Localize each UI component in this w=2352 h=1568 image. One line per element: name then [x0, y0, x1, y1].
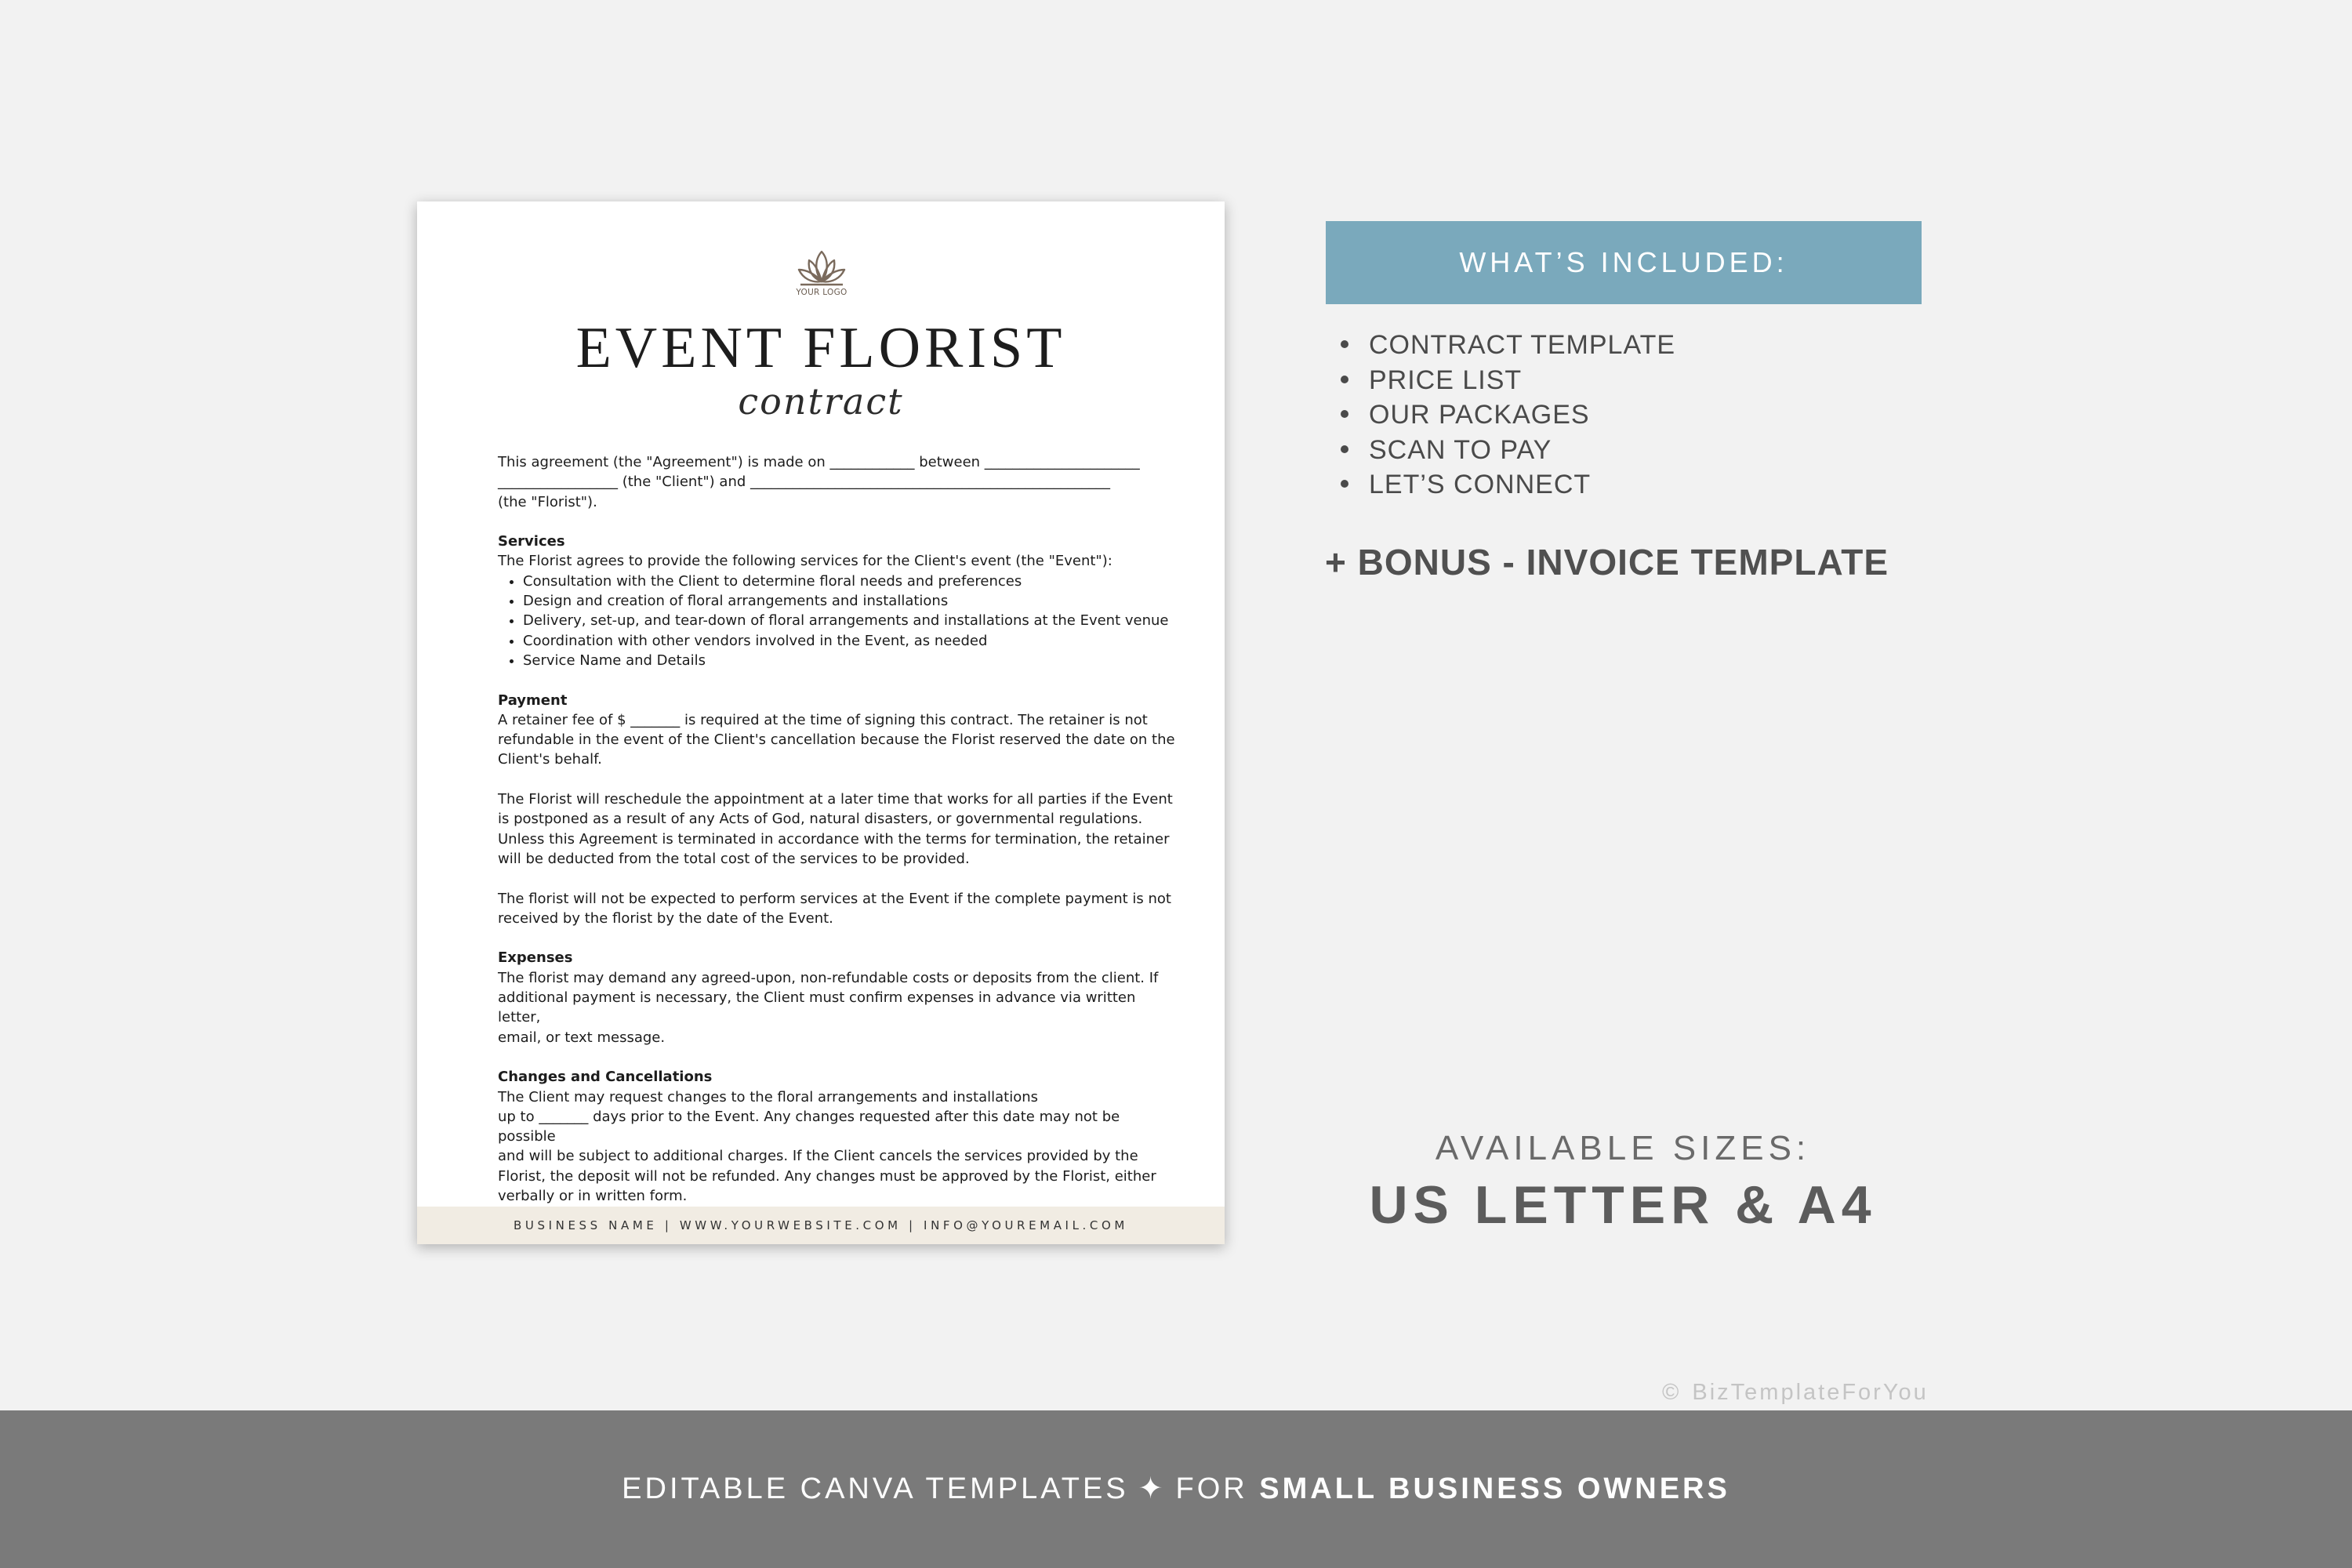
payment-line: is postponed as a result of any Acts of God, natural disasters, or governmental regulations. [498, 811, 1143, 828]
payment-line: refundable in the event of the Client's cancellation because the Florist reserved the date on the [498, 731, 1175, 749]
list-item: • Delivery, set-up, and tear-down of floral arrangements and installations at the Event venue [523, 611, 1180, 630]
bonus-label: + BONUS - INVOICE TEMPLATE [1325, 542, 1889, 583]
changes-line: up to _______ days prior to the Event. Any changes requested after this date may not be possible [498, 1108, 1120, 1145]
bullet-icon [1341, 410, 1348, 418]
list-item [1341, 467, 1675, 503]
section-heading-changes: Changes and Cancellations [498, 1069, 713, 1086]
list-item [1341, 328, 1675, 363]
banner-text-part: FOR [1175, 1472, 1248, 1505]
intro-line: (the "Florist"). [498, 493, 597, 510]
logo [794, 247, 849, 297]
list-item [1341, 397, 1675, 433]
payment-line: A retainer fee of $ _______ is required at the time of signing this contract. The retainer is not [498, 711, 1148, 728]
bullet-icon [1341, 340, 1348, 348]
section-heading-payment: Payment [498, 691, 568, 709]
payment-line: The Florist will reschedule the appointment at a later time that works for all parties if the Event [498, 791, 1173, 808]
logo-text: YOUR LOGO [796, 288, 848, 297]
changes-line: verbally or in written form. [498, 1187, 688, 1204]
expenses-line: The florist may demand any agreed-upon, non-refundable costs or deposits from the client. If [498, 969, 1159, 986]
banner-text-emphasis: SMALL BUSINESS OWNERS [1259, 1472, 1730, 1505]
list-item [1341, 363, 1675, 398]
payment-line: Client's behalf. [498, 751, 602, 768]
changes-line: The Client may request changes to the floral arrangements and installations [498, 1088, 1038, 1105]
bullet-icon [1341, 480, 1348, 488]
bullet-icon [1341, 445, 1348, 453]
banner-text-part: EDITABLE CANVA TEMPLATES [622, 1472, 1129, 1505]
expenses-line: email, or text message. [498, 1029, 666, 1046]
section-heading-expenses: Expenses [498, 949, 573, 967]
list-item: • Consultation with the Client to determine floral needs and preferences [523, 572, 1180, 591]
contract-document-preview [417, 201, 1225, 1244]
payment-line: received by the florist by the date of the Event. [498, 909, 833, 927]
included-item-label: PRICE LIST [1369, 365, 1523, 395]
available-sizes-label: AVAILABLE SIZES: [1435, 1129, 1811, 1167]
payment-line: The florist will not be expected to perform services at the Event if the complete payment is not [498, 890, 1171, 907]
document-title: EVENT FLORIST [575, 316, 1066, 380]
bullet-icon [1341, 376, 1348, 383]
section-heading-services: Services [498, 533, 565, 550]
included-item-label: SCAN TO PAY [1369, 434, 1552, 465]
intro-line: _________________ (the "Client") and ___________________________________________________ [498, 474, 1111, 491]
watermark-text: BizTemplateForYou [1692, 1380, 1929, 1405]
available-sizes-value: US LETTER & A4 [1369, 1175, 1877, 1235]
intro-line: This agreement (the "Agreement") is made on ____________ between ______________________ [498, 454, 1140, 470]
list-item [1341, 433, 1675, 468]
changes-line: Florist, the deposit will not be refunded. Any changes must be approved by the Florist, either [498, 1167, 1156, 1185]
document-body [498, 452, 1180, 1206]
list-item: • Service Name and Details [523, 651, 1180, 670]
included-item-label: CONTRACT TEMPLATE [1369, 330, 1676, 360]
copyright-icon: © [1662, 1380, 1682, 1405]
payment-line: Unless this Agreement is terminated in accordance with the terms for termination, the retainer [498, 830, 1170, 848]
document-subtitle: contract [738, 380, 904, 423]
watermark [1662, 1380, 1929, 1406]
star-icon: ✦ [1138, 1472, 1167, 1505]
expenses-line: additional payment is necessary, the Client must confirm expenses in advance via written letter, [498, 989, 1136, 1026]
document-footer: BUSINESS NAME | WWW.YOURWEBSITE.COM | INFO@YOUREMAIL.COM [417, 1207, 1225, 1244]
lotus-logo-icon [794, 247, 849, 289]
included-list [1341, 328, 1675, 503]
list-item: • Coordination with other vendors involved in the Event, as needed [523, 631, 1180, 651]
included-item-label: LET’S CONNECT [1369, 470, 1592, 499]
changes-line: and will be subject to additional charges. If the Client cancels the services provided by the [498, 1148, 1138, 1165]
services-lead: The Florist agrees to provide the following services for the Client's event (the "Event"): [498, 553, 1112, 570]
bottom-banner [0, 1410, 2352, 1568]
list-item: • Design and creation of floral arrangements and installations [523, 591, 1180, 611]
included-item-label: OUR PACKAGES [1369, 400, 1590, 430]
payment-line: will be deducted from the total cost of the services to be provided. [498, 850, 970, 867]
services-list [498, 572, 1180, 670]
whats-included-banner: WHAT’S INCLUDED: [1326, 221, 1922, 304]
